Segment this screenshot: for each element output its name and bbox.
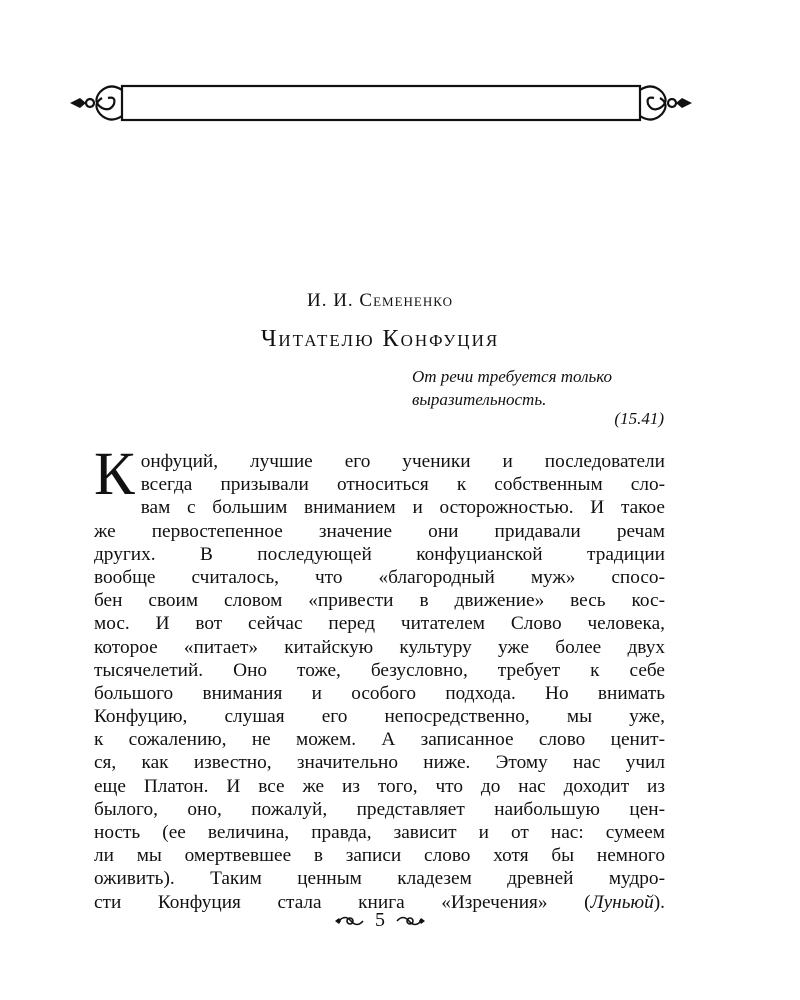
chapter-title: Читателю Конфуция [260,326,500,352]
text-line: большого внимания и особого подхода. Но внимать [94,682,665,704]
text-segment: ). [653,891,665,913]
text-line: ность (ее величина, правда, зависит и от нас: сумеем [94,822,665,843]
header-ornament [70,78,692,128]
epigraph-reference: (15.41) [614,409,664,428]
footer-ornament-right-icon [395,912,425,930]
text-line: мос. И вот сейчас перед читателем Слово человека, [94,613,665,635]
text-line: других. В последующей конфуцианской традиции [94,543,665,565]
text-line: оживить). Таким ценным кладезем древней мудро- [94,868,665,890]
text-line: вам с большим вниманием и осторожностью. И такое [140,497,665,519]
epigraph [412,367,664,413]
text-line: всегда призывали относиться к собственным сло- [140,474,665,496]
text-line: онфуций, лучшие его ученики и последователи [140,451,665,472]
text-line: тысячелетий. Оно тоже, безусловно, требует к себе [94,659,665,681]
italic-title: Луньюй [590,891,654,913]
author-name: И. И. Семененко [306,290,453,311]
text-line: бен своим словом «привести в движение» весь кос- [94,590,665,612]
text-line: же первостепенное значение они придавали речам [94,520,665,542]
text-line: которое «питает» китайскую культуру уже более двух [94,636,665,658]
text-line: еще Платон. И все же из того, что до нас доходит из [94,775,665,797]
text-line: вообще считалось, что «благородный муж» спосо- [94,566,665,588]
text-line: былого, оно, пожалуй, представляет наибольшую цен- [94,798,665,820]
page-number: 5 [375,909,385,931]
text-segment: сти Конфуция стала книга «Изречения» ( [94,891,591,913]
drop-cap: К [94,441,135,508]
page-footer [0,909,760,932]
epigraph-line: выразительность. [412,390,547,410]
body-text [94,441,665,914]
text-line: Конфуцию, слушая его непосредственно, мы уже, [94,706,665,728]
text-line: к сожалению, не можем. А записанное слово ценит- [94,729,665,751]
footer-ornament-left-icon [335,912,365,930]
epigraph-line: От речи требуется только [412,367,613,386]
text-line: ли мы омертвевшее в записи слово хотя бы немного [94,845,665,867]
text-line: ся, как известно, значительно ниже. Этому нас учил [94,752,665,774]
